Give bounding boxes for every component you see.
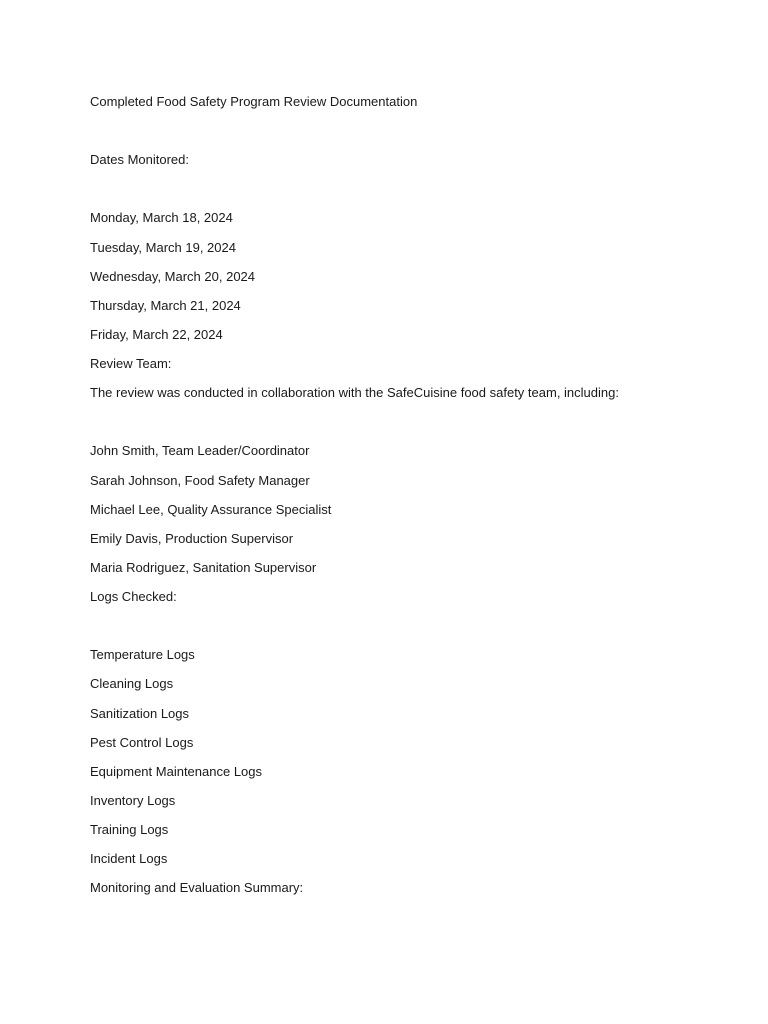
team-member: Michael Lee, Quality Assurance Specialist <box>90 502 332 517</box>
log-item: Incident Logs <box>90 851 168 866</box>
logs-heading: Logs Checked: <box>90 589 177 604</box>
date-item: Friday, March 22, 2024 <box>90 327 223 342</box>
log-item: Equipment Maintenance Logs <box>90 764 263 779</box>
log-item: Sanitization Logs <box>90 706 190 721</box>
date-item: Tuesday, March 19, 2024 <box>90 240 236 255</box>
date-item: Thursday, March 21, 2024 <box>90 298 241 313</box>
team-member: Sarah Johnson, Food Safety Manager <box>90 473 310 488</box>
team-member: Emily Davis, Production Supervisor <box>90 531 294 546</box>
dates-heading: Dates Monitored: <box>90 152 189 167</box>
log-item: Temperature Logs <box>90 647 195 662</box>
team-heading: Review Team: <box>90 356 172 371</box>
team-intro: The review was conducted in collaboration with the SafeCuisine food safety team, including: <box>90 385 619 400</box>
log-item: Pest Control Logs <box>90 735 194 750</box>
document-title: Completed Food Safety Program Review Documentation <box>90 94 418 109</box>
date-item: Monday, March 18, 2024 <box>90 210 233 225</box>
date-item: Wednesday, March 20, 2024 <box>90 269 256 284</box>
summary-heading: Monitoring and Evaluation Summary: <box>90 880 304 895</box>
team-member: John Smith, Team Leader/Coordinator <box>90 443 310 458</box>
log-item: Training Logs <box>90 822 169 837</box>
log-item: Cleaning Logs <box>90 676 174 691</box>
log-item: Inventory Logs <box>90 793 176 808</box>
team-member: Maria Rodriguez, Sanitation Supervisor <box>90 560 317 575</box>
